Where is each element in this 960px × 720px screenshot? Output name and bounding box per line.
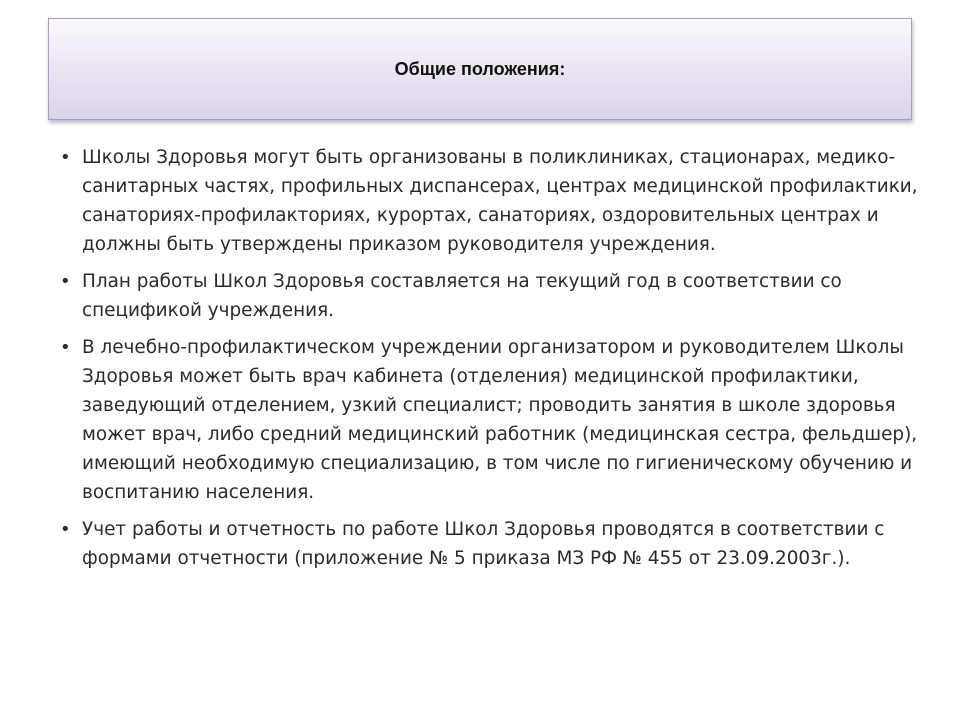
list-item [60, 267, 920, 325]
slide-title: Общие положения: [394, 58, 566, 79]
bullet-text: В лечебно-профилактическом учреждении организатором и руководителем Школы Здоровья может быть врач кабинета (отделения) медицинской профилактики, заведующий отделением, узкий специалист; проводить занятия в школе здоровья может врач, либо средний медицинский работник (медицинская сестра, фельдшер), имеющий необходимую специализацию, в том числе по гигиеническому обучению и воспитанию населения. [82, 337, 918, 503]
list-item [60, 333, 920, 507]
bullet-list [60, 143, 920, 581]
bullet-icon: • [60, 519, 71, 540]
bullet-text: План работы Школ Здоровья составляется на текущий год в соответствии со спецификой учреждения. [82, 271, 842, 321]
bullet-text: Школы Здоровья могут быть организованы в поликлиниках, стационарах, медико-санитарных частях, профильных диспансерах, центрах медицинской профилактики, санаториях-профилакториях, курортах, санаториях, оздоровительных центрах и должны быть утверждены приказом руководителя учреждения. [82, 147, 918, 255]
bullet-icon: • [60, 337, 71, 358]
bullet-icon: • [60, 271, 71, 292]
bullet-icon: • [60, 147, 71, 168]
list-item [60, 143, 920, 259]
title-box [48, 18, 912, 120]
bullet-text: Учет работы и отчетность по работе Школ Здоровья проводятся в соответствии с формами отчетности (приложение № 5 приказа МЗ РФ № 455 от 23.09.2003г.). [82, 519, 885, 569]
list-item [60, 515, 920, 573]
